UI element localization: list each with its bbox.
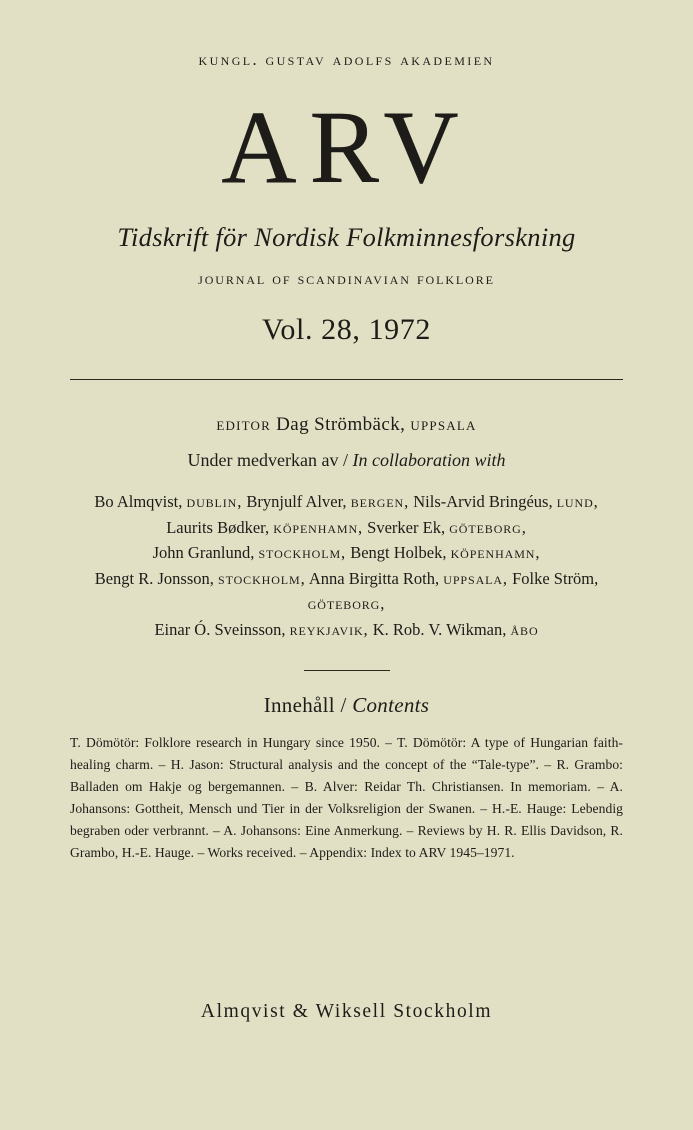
contents-heading [70,693,623,718]
contents-heading-swedish: Innehåll [263,693,335,718]
board-row [70,566,623,617]
board-member-name: Bengt Holbek, [350,543,447,563]
editor-name: Dag Strömbäck, [276,414,406,435]
board-member-city: stockholm, [258,543,347,563]
board-member-city: köpenhamn, [450,543,541,563]
board-member-name: Sverker Ek, [367,517,446,537]
board-member-name: Folke Ström, [512,568,599,588]
board-member-name: Anna Birgitta Roth, [308,568,440,588]
divider-rule-short [304,670,390,671]
editor-city: uppsala [410,414,477,435]
board-member-city: göteborg, [449,517,527,537]
collaboration-separator: / [342,450,348,470]
editorial-board [70,489,623,642]
board-member-name: Einar Ó. Sveinsson, [154,619,286,639]
contents-list: T. Dömötör: Folklore research in Hungary since 1950. – T. Dömötör: A type of Hungarian faith-healing charm. – H. Jason: Structural analysis and the concept of the “Tale-type”. – R. Grambo: Balladen om Hakje og bergemannen. – B. Alver: Reidar Th. Christiansen. In memoriam. – A. Johansons: Gottheit, Mensch und Tier in der Volksreligion der Swanen. – H.-E. Hauge: Lebendig begraben oder verbrannt. – A. Johansons: Eine Anmerkung. – Reviews by H. R. Ellis Davidson, R. Grambo, H.-E. Hauge. – Works received. – Appendix: Index to ARV 1945–1971. [70,735,623,861]
board-member-name: K. Rob. V. Wikman, [372,619,507,639]
collaboration-swedish: Under medverkan av [187,450,339,470]
board-member-city: åbo [510,619,539,639]
editor-label: editor [216,414,272,435]
board-member-name: Bengt R. Jonsson, [94,568,214,588]
board-member-city: dublin, [186,492,243,511]
board-member-name: Laurits Bødker, [166,517,270,537]
publisher-name: Almqvist & Wiksell Stockholm [200,1001,493,1022]
board-member-city: stockholm, [218,568,306,588]
board-member-city: göteborg, [307,594,386,614]
editor-line [70,414,623,436]
volume-number: Vol. 28, 1972 [262,313,431,346]
contents-heading-separator: / [340,693,347,718]
board-row [70,617,623,643]
masthead-title-wrap [70,90,623,205]
board-member-city: köpenhamn, [273,517,364,537]
board-member-name: Bo Almqvist, [94,492,183,511]
board-row [70,540,623,566]
board-member-name: John Granlund, [152,543,255,563]
board-member-city: lund, [556,492,599,511]
title-page [0,50,693,1130]
collaboration-english: In collaboration with [352,450,506,470]
board-member-city: reykjavik, [289,619,369,639]
journal-subtitle: Tidskrift för Nordisk Folkminnesforskning [117,222,576,252]
board-member-city: uppsala, [443,568,508,588]
board-row [70,489,623,515]
board-member-name: Brynjulf Alver, [246,492,347,511]
collaboration-line [70,450,623,471]
board-row [70,515,623,541]
board-member-name: Nils-Arvid Bringéus, [413,492,553,511]
journal-english-title: journal of scandinavian folklore [198,269,495,288]
board-member-city: bergen, [350,492,410,511]
journal-title: ARV [221,90,472,205]
contents-heading-english: Contents [352,693,430,718]
academy-name: kungl. gustav adolfs akademien [198,50,495,69]
divider-rule-top [70,379,623,380]
